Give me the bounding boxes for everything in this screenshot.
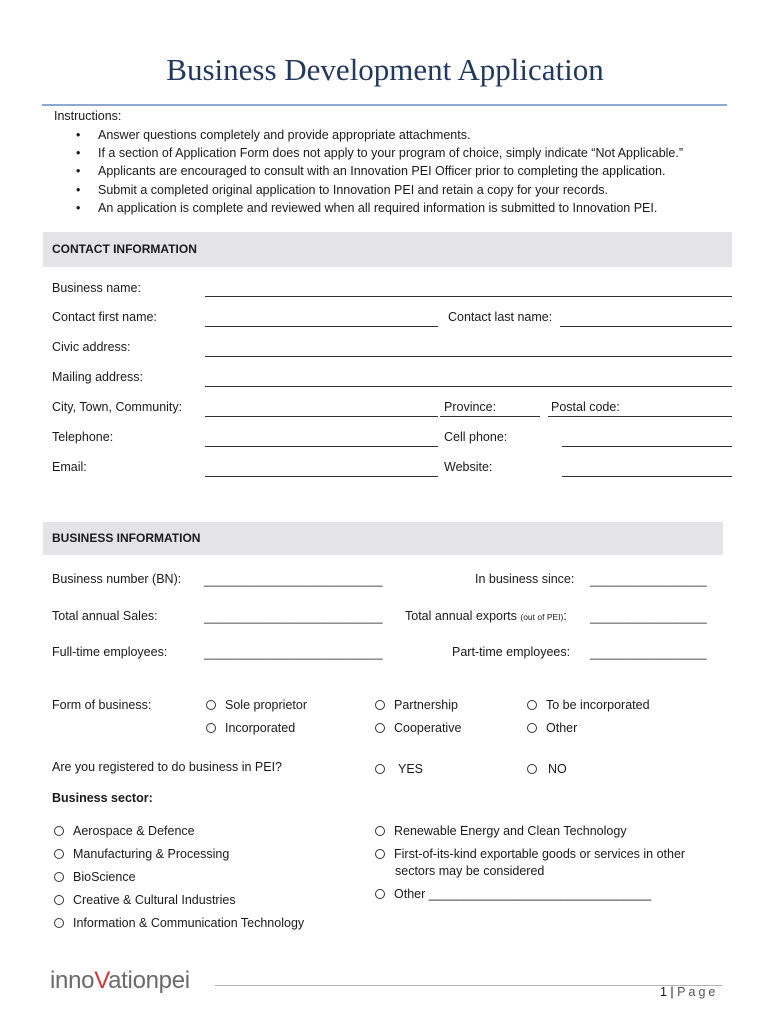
email-field[interactable]: [205, 476, 438, 477]
radio-circle-icon: [375, 700, 385, 710]
registered-question: Are you registered to do business in PEI?: [52, 760, 282, 774]
radio-circle-icon: [54, 826, 64, 836]
radio-circle-icon: [206, 700, 216, 710]
title-divider: [42, 104, 727, 106]
option-no[interactable]: NO: [527, 762, 567, 776]
radio-circle-icon: [375, 723, 385, 733]
business-name-field[interactable]: [205, 296, 732, 297]
sector-option[interactable]: Creative & Cultural Industries: [54, 893, 236, 907]
radio-circle-icon: [527, 723, 537, 733]
total-annual-sales-field[interactable]: __________________________: [204, 610, 383, 624]
radio-circle-icon: [206, 723, 216, 733]
total-annual-exports-field[interactable]: _________________: [590, 610, 707, 624]
mailing-address-field[interactable]: [205, 386, 732, 387]
contact-first-name-label: Contact first name:: [52, 310, 157, 324]
business-number-label: Business number (BN):: [52, 572, 182, 586]
instruction-item: • Applicants are encouraged to consult with an Innovation PEI Officer prior to completing the application.: [74, 162, 683, 180]
cell-phone-field[interactable]: [562, 446, 732, 447]
province-field[interactable]: [440, 416, 540, 417]
part-time-employees-field[interactable]: _________________: [590, 646, 707, 660]
civic-address-field[interactable]: [205, 356, 732, 357]
postal-code-label: Postal code:: [551, 400, 620, 414]
contact-last-name-field[interactable]: [560, 326, 732, 327]
full-time-employees-field[interactable]: __________________________: [204, 646, 383, 660]
civic-address-label: Civic address:: [52, 340, 131, 354]
cell-phone-label: Cell phone:: [444, 430, 508, 444]
instructions-heading: Instructions:: [54, 109, 122, 123]
business-sector-label: Business sector:: [52, 791, 153, 805]
radio-circle-icon: [54, 849, 64, 859]
option-yes[interactable]: YES: [375, 762, 423, 776]
email-label: Email:: [52, 460, 87, 474]
instruction-item: • An application is complete and reviewed when all required information is submitted to Innovation PEI.: [74, 199, 683, 217]
telephone-field[interactable]: [205, 446, 438, 447]
form-of-business-label: Form of business:: [52, 698, 152, 712]
part-time-employees-label: Part-time employees:: [452, 645, 571, 659]
in-business-since-field[interactable]: _________________: [590, 573, 707, 587]
full-time-employees-label: Full-time employees:: [52, 645, 168, 659]
option-other[interactable]: Other: [527, 721, 577, 735]
province-label: Province:: [444, 400, 497, 414]
total-annual-exports-label: Total annual exports (out of PEI):: [405, 609, 567, 623]
city-field[interactable]: [205, 416, 438, 417]
contact-section-header: CONTACT INFORMATION: [43, 232, 732, 267]
radio-circle-icon: [375, 889, 385, 899]
in-business-since-label: In business since:: [475, 572, 575, 586]
business-name-label: Business name:: [52, 281, 141, 295]
postal-code-field[interactable]: [548, 416, 732, 417]
sector-first-of-its-kind[interactable]: First-of-its-kind exportable goods or services in other: [375, 847, 685, 861]
sector-option[interactable]: BioScience: [54, 870, 136, 884]
city-label: City, Town, Community:: [52, 400, 183, 414]
innovation-pei-logo: innoVationpei: [50, 967, 190, 994]
radio-circle-icon: [54, 895, 64, 905]
radio-circle-icon: [375, 764, 385, 774]
sector-option[interactable]: Manufacturing & Processing: [54, 847, 229, 861]
contact-last-name-label: Contact last name:: [448, 310, 553, 324]
page-title: Business Development Application: [166, 52, 604, 87]
radio-circle-icon: [375, 826, 385, 836]
contact-first-name-field[interactable]: [205, 326, 438, 327]
sector-option[interactable]: Information & Communication Technology: [54, 916, 304, 930]
instruction-item: • Submit a completed original application to Innovation PEI and retain a copy for your records.: [74, 181, 683, 199]
page-number: 1 | Page: [660, 985, 719, 999]
business-number-field[interactable]: __________________________: [204, 573, 383, 587]
exports-note: (out of PEI): [520, 612, 564, 622]
sector-other[interactable]: Other ________________________________: [375, 887, 651, 901]
business-section-header: BUSINESS INFORMATION: [43, 522, 723, 555]
sector-option[interactable]: Aerospace & Defence: [54, 824, 195, 838]
radio-circle-icon: [527, 700, 537, 710]
radio-circle-icon: [54, 872, 64, 882]
radio-circle-icon: [375, 849, 385, 859]
option-partnership[interactable]: Partnership: [375, 698, 458, 712]
telephone-label: Telephone:: [52, 430, 114, 444]
radio-circle-icon: [527, 764, 537, 774]
instruction-item: • If a section of Application Form does not apply to your program of choice, simply indicate “Not Applicable.”: [74, 144, 683, 162]
instruction-item: • Answer questions completely and provide appropriate attachments.: [74, 126, 683, 144]
sector-first-of-its-kind-cont: sectors may be considered: [395, 864, 545, 878]
website-field[interactable]: [562, 476, 732, 477]
total-annual-sales-label: Total annual Sales:: [52, 609, 158, 623]
sector-renewable[interactable]: Renewable Energy and Clean Technology: [375, 824, 627, 838]
option-to-be-incorporated[interactable]: To be incorporated: [527, 698, 650, 712]
website-label: Website:: [444, 460, 493, 474]
option-incorporated[interactable]: Incorporated: [206, 721, 295, 735]
radio-circle-icon: [54, 918, 64, 928]
option-cooperative[interactable]: Cooperative: [375, 721, 461, 735]
mailing-address-label: Mailing address:: [52, 370, 144, 384]
footer-divider: [215, 985, 722, 986]
instructions-list: [74, 126, 683, 217]
option-sole-proprietor[interactable]: Sole proprietor: [206, 698, 307, 712]
